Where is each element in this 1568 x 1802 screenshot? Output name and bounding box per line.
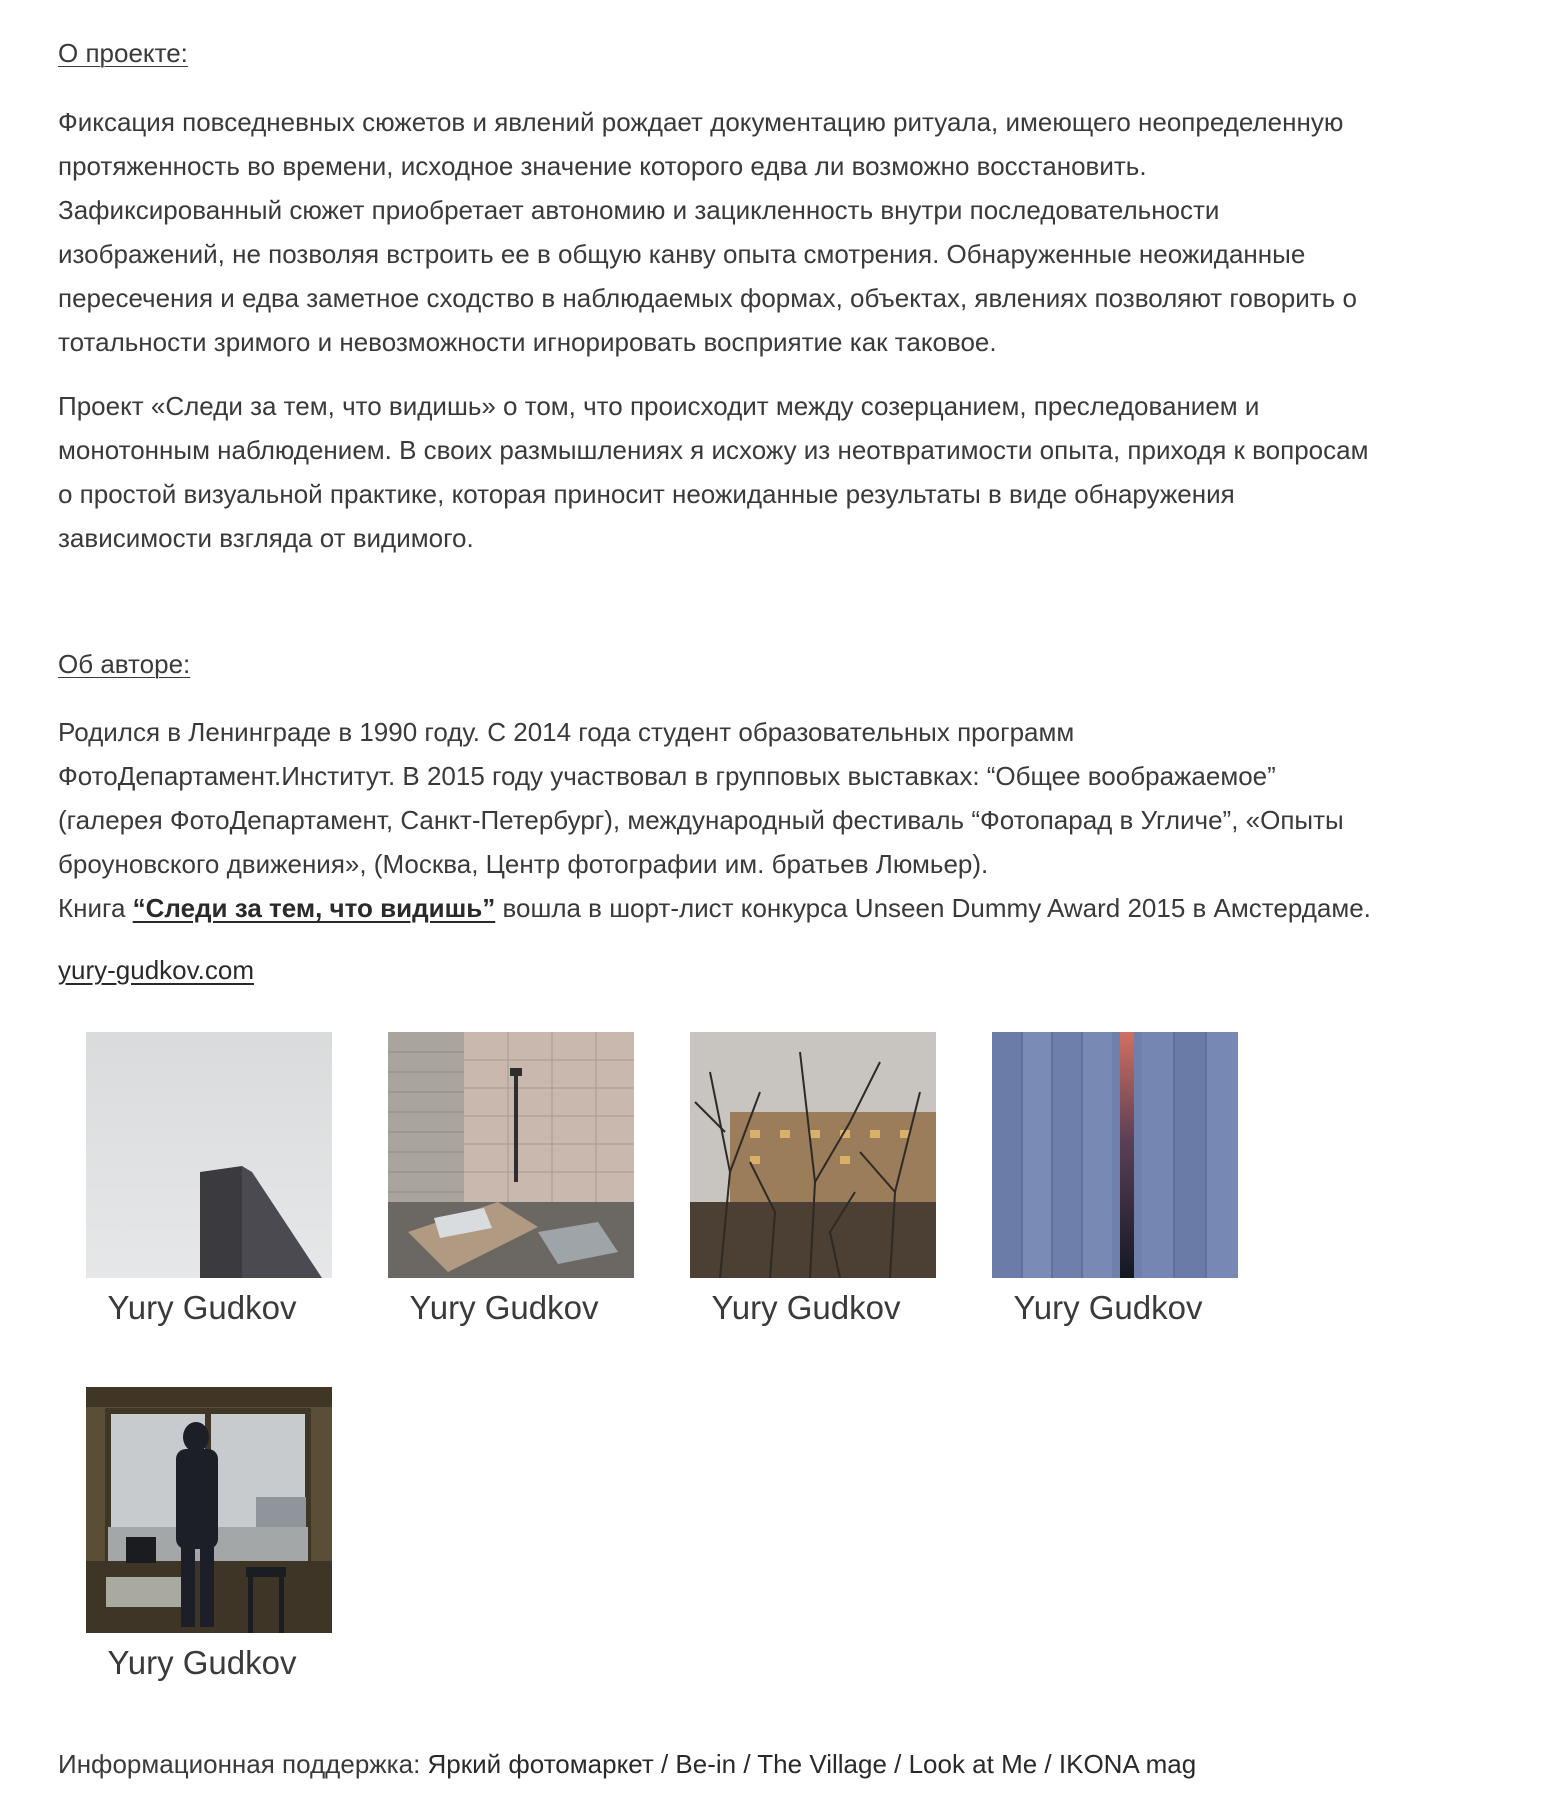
project-paragraph-2 — [58, 384, 1518, 560]
text-line: Фиксация повседневных сюжетов и явлений рождает документацию ритуала, имеющего неопределенную — [58, 107, 1344, 137]
photo-bare-trees-building — [690, 1032, 936, 1278]
text-line: протяженность во времени, исходное значение которого едва ли возможно восстановить. — [58, 151, 1147, 181]
book-suffix: вошла в шорт-лист конкурса Unseen Dummy Award 2015 в Амстердаме. — [495, 893, 1371, 923]
gallery-caption: Yury Gudkov — [107, 1644, 297, 1681]
author-bio — [58, 710, 1518, 930]
text-line: Проект «Следи за тем, что видишь» о том, что происходит между созерцанием, преследованием и — [58, 391, 1260, 421]
gallery-caption: Yury Gudkov — [711, 1289, 901, 1326]
gallery-caption: Yury Gudkov — [107, 1289, 297, 1326]
text-line: ФотоДепартамент.Институт. В 2015 году участвовал в групповых выставках: “Общее воображаемое” — [58, 761, 1276, 791]
gallery-item[interactable] — [86, 1387, 332, 1683]
about-author-heading: Об авторе: — [58, 649, 191, 679]
project-paragraph-1 — [58, 100, 1518, 364]
text-line: монотонным наблюдением. В своих размышлениях я исхожу из неотвратимости опыта, приходя к вопросам — [58, 435, 1369, 465]
gallery-caption: Yury Gudkov — [1013, 1289, 1203, 1326]
text-line: Родился в Ленинграде в 1990 году. С 2014 года студент образовательных программ — [58, 717, 1075, 747]
gallery-item[interactable] — [388, 1032, 634, 1328]
text-line: Зафиксированный сюжет приобретает автономию и зацикленность внутри последовательности — [58, 195, 1220, 225]
gallery-item[interactable] — [690, 1032, 936, 1328]
photo-window-blinds — [992, 1032, 1238, 1278]
gallery-caption: Yury Gudkov — [409, 1289, 599, 1326]
website-link[interactable]: yury-gudkov.com — [58, 955, 255, 985]
text-line: броуновского движения», (Москва, Центр фотографии им. братьев Люмьер). — [58, 849, 989, 879]
photo-brick-wall-debris — [388, 1032, 634, 1278]
text-line: изображений, не позволяя встроить ее в общую канву опыта смотрения. Обнаруженные неожиданные — [58, 239, 1306, 269]
book-title-link[interactable]: “Следи за тем, что видишь” — [132, 893, 496, 923]
text-line: тотальности зримого и невозможности игнорировать восприятие как таковое. — [58, 327, 997, 357]
book-prefix: Книга — [58, 893, 133, 923]
book-line — [58, 886, 1518, 930]
text-line: пересечения и едва заметное сходство в наблюдаемых формах, объектах, явлениях позволяют говорить о — [58, 283, 1357, 313]
info-support-label: Информационная поддержка: — [58, 1749, 428, 1779]
gallery-item[interactable] — [992, 1032, 1238, 1328]
text-line: зависимости взгляда от видимого. — [58, 523, 474, 553]
photo-grey-sky-building — [86, 1032, 332, 1278]
text-line: о простой визуальной практике, которая приносит неожиданные результаты в виде обнаружения — [58, 479, 1235, 509]
info-support-partners: Яркий фотомаркет / Be-in / The Village / Look at Me / IKONA mag — [427, 1749, 1197, 1779]
photo-man-at-window — [86, 1387, 332, 1633]
text-line: (галерея ФотоДепартамент, Санкт-Петербург), международный фестиваль “Фотопарад в Угличе”, «Опыты — [58, 805, 1344, 835]
info-support — [58, 1749, 1196, 1780]
about-project-heading: О проекте: — [58, 38, 188, 68]
gallery-item[interactable] — [86, 1032, 332, 1328]
